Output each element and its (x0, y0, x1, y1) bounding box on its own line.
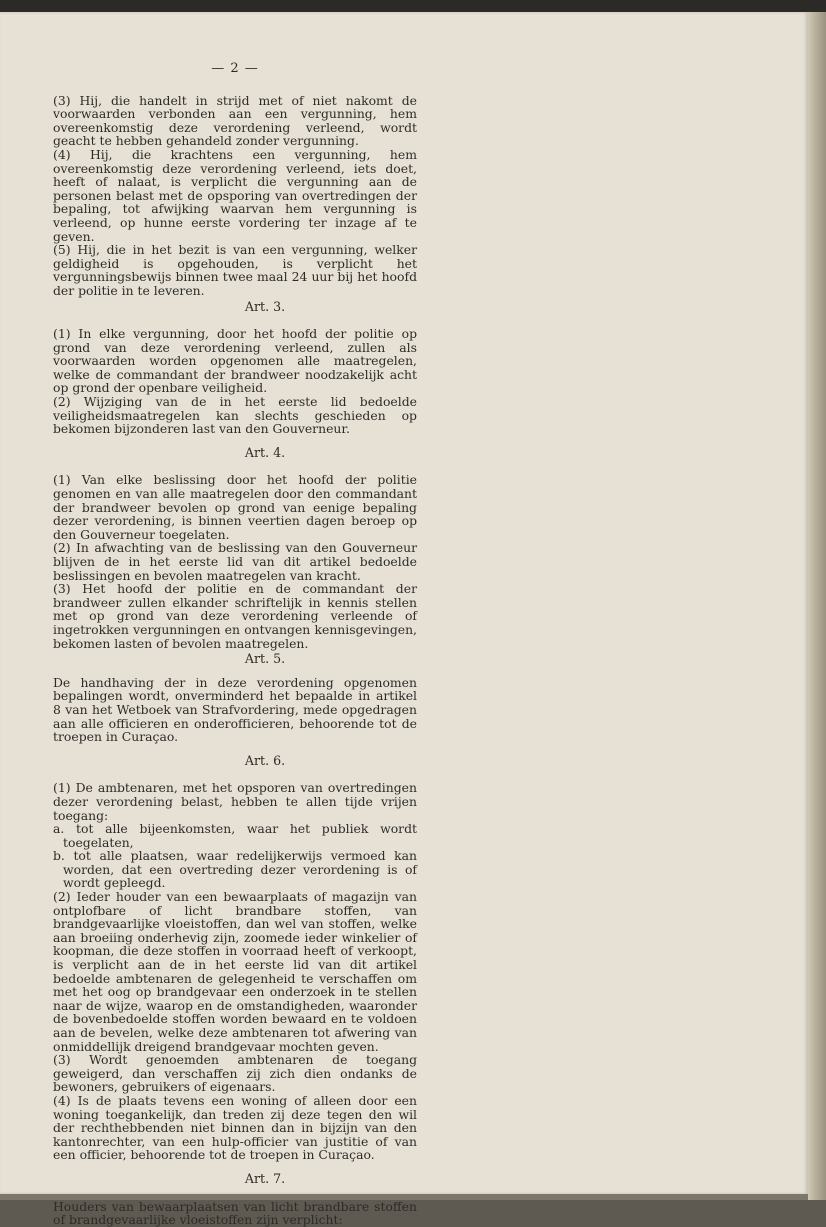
paragraph: (1) In elke vergunning, door het hoofd der politie op grond van deze verordening verleend, zullen als voorwaarden worden opgenomen alle maatregelen, welke de commandant der brandweer noodzakelijk acht op grond der openbare veiligheid. (53, 326, 417, 396)
access-list (53, 822, 417, 890)
paragraph: (4) Hij, die krachtens een vergunning, hem overeenkomstig deze verordening verleend, iets doet, heeft of nalaat, is verplicht die vergunning aan de personen belast met de opsporing van overtredingen der bepaling, tot afwijking waarvan hem vergunning is verleend, op hunne eerste vordering ter inzage af te geven. (53, 146, 417, 244)
paragraph: (3) Wordt genoemden ambtenaren de toegang geweigerd, dan verschaffen zij zich dien ondanks de bewoners, gebruikers of eigenaars. (53, 1052, 417, 1095)
article-2-continuation (53, 94, 417, 298)
paragraph: (5) Hij, die in het bezit is van een vergunning, welker geldigheid is opgehouden, is verplicht het vergunningsbewijs binnen twee maal 24 uur bij het hoofd der politie in te leveren. (53, 242, 417, 298)
list-item: b. tot alle plaatsen, waar redelijkerwijs vermoed kan worden, dat een overtreding dezer verordening is of wordt gepleegd. (53, 848, 417, 891)
paragraph: (3) Hij, die handelt in strijd met of niet nakomt de voorwaarden verbonden aan een vergunning, hem overeenkomstig deze verordening verleend, wordt geacht te hebben gehandeld zonder vergunning. (53, 92, 417, 149)
paragraph: De handhaving der in deze verordening opgenomen bepalingen wordt, onverminderd het bepaalde in artikel 8 van het Wetboek van Strafvordering, mede opgedragen aan alle officieren en onderofficieren, behoorende tot de troepen in Curaçao. (53, 674, 417, 745)
paragraph: (2) In afwachting van de beslissing van den Gouverneur blijven de in het eerste lid van dit artikel bedoelde beslissingen en bevolen maatregelen van kracht. (53, 540, 417, 583)
paragraph: (3) Het hoofd der politie en de commandant der brandweer zullen elkander schriftelijk in kennis stellen met op grond van deze verordening verleende of ingetrokken vergunningen en ontvangen kennisgevingen, bekomen lasten of bevolen maatregelen. (53, 581, 417, 651)
paragraph: Houders van bewaarplaatsen van licht brandbare stoffen of brandgevaarlijke vloeistoffen zijn verplicht: (53, 1198, 417, 1227)
article-heading: Art. 7. (244, 1170, 286, 1186)
article-6 (53, 754, 417, 1162)
page-edge (808, 12, 826, 1200)
article-heading: Art. 3. (244, 298, 286, 314)
article-7 (53, 1172, 417, 1227)
article-heading: Art. 4. (244, 444, 286, 460)
page-number: — 2 — (211, 61, 259, 76)
paragraph: (1) De ambtenaren, met het opsporen van overtredingen dezer verordening belast, hebben te allen tijde vrijen toegang: (53, 780, 417, 823)
paragraph: (2) Ieder houder van een bewaarplaats of magazijn van ontplofbare of licht brandbare stoffen, van brandgevaarlijke vloeistoffen, dan wel van stoffen, welke aan broeiing onderhevig zijn, zoomede ieder winkelier of koopman, die deze stoffen in voorraad heeft of verkoopt, is verplicht aan de in het eerste lid van dit artikel bedoelde ambtenaren de gelegenheid te verschaffen om met het oog op brandgevaar een onderzoek in te stellen naar de wijze, waarop en de omstandigheden, waaronder de bovenbedoelde stoffen worden bewaard en te voldoen aan de bevelen, welke deze ambtenaren tot afwering van onmiddellijk dreigend brandgevaar mochten geven. (53, 889, 417, 1054)
article-heading: Art. 6. (244, 752, 286, 768)
scan-border-top (0, 0, 826, 12)
article-3 (53, 300, 417, 436)
paragraph: (1) Van elke beslissing door het hoofd der politie genomen en van alle maatregelen door den commandant der brandweer bevolen op grond van eenige bepaling dezer verordening, is binnen veertien dagen beroep op den Gouverneur toegelaten. (53, 472, 417, 542)
article-heading: Art. 5. (244, 651, 286, 667)
article-4 (53, 446, 417, 650)
paragraph: (4) Is de plaats tevens een woning of alleen door een woning toegankelijk, dan treden zij deze tegen den wil der rechthebbenden niet binnen dan in bijzijn van den kantonrechter, van een hulp-officier van justitie of van een officier, behoorende tot de troepen in Curaçao. (53, 1092, 417, 1163)
page-content (53, 62, 417, 1227)
paragraph: (2) Wijziging van de in het eerste lid bedoelde veiligheidsmaatregelen kan slechts geschieden op bekomen bijzonderen last van den Gouverneur. (53, 394, 417, 437)
list-item: a. tot alle bijeenkomsten, waar het publiek wordt toegelaten, (53, 821, 417, 850)
article-5 (53, 652, 417, 744)
